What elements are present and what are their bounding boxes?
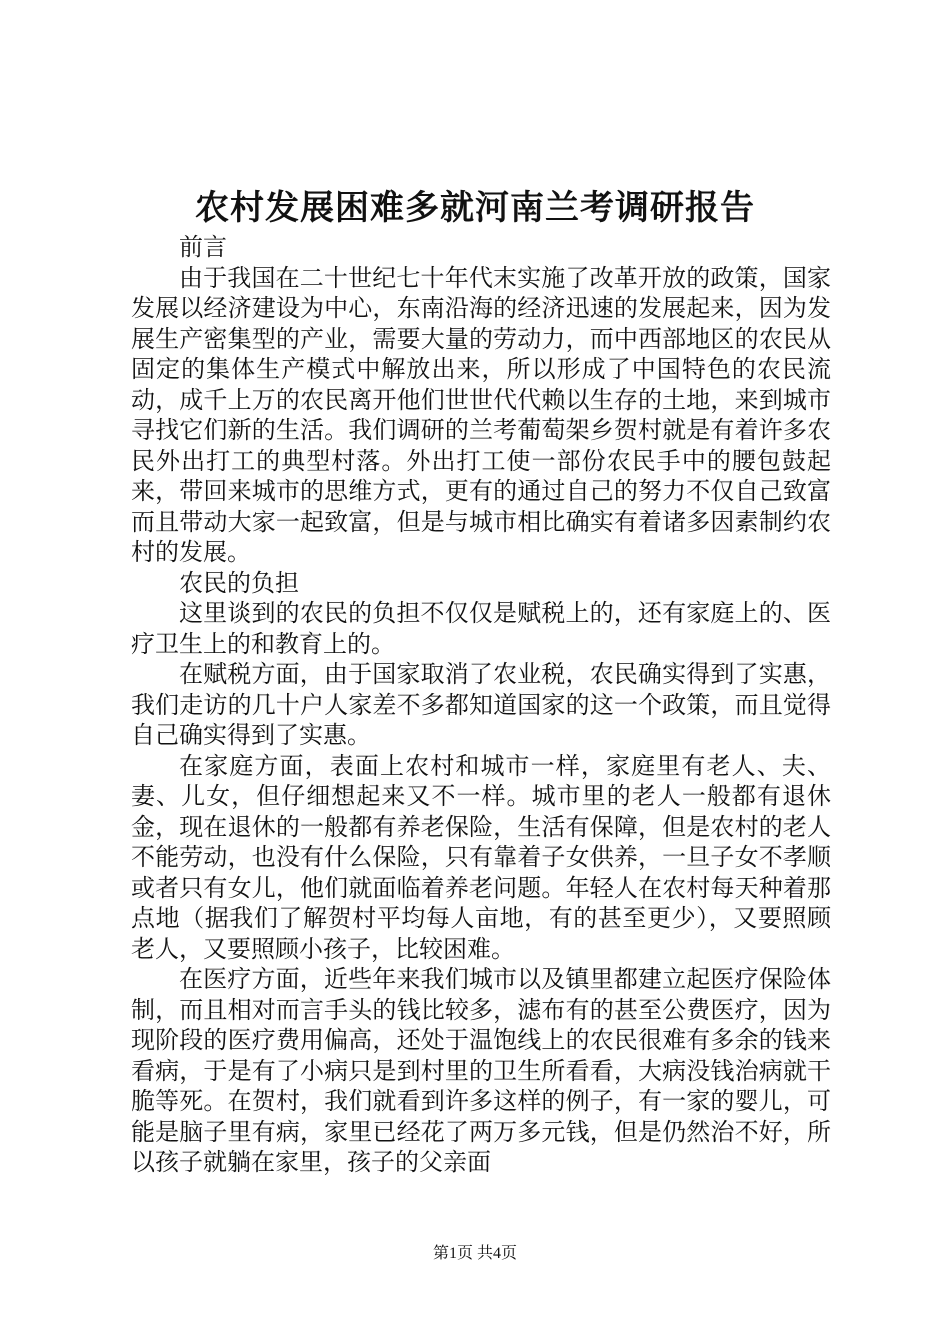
section-heading-preface: 前言 bbox=[179, 233, 227, 261]
section-heading-farmer-burden: 农民的负担 bbox=[179, 568, 299, 597]
paragraph-burden-overview: 这里谈到的农民的负担不仅仅是赋税上的，还有家庭上的、医疗卫生上的和教育上的。 bbox=[131, 599, 831, 658]
document-body bbox=[131, 232, 831, 1178]
page-footer: 第1页 共4页 bbox=[432, 1245, 517, 1262]
paragraph-taxation: 在赋税方面，由于国家取消了农业税，农民确实得到了实惠，我们走访的几十户人家差不多都知道国家的这一个政策，而且觉得自己确实得到了实惠。 bbox=[131, 660, 831, 749]
paragraph-medical: 在医疗方面，近些年来我们城市以及镇里都建立起医疗保险体制，而且相对而言手头的钱比较多，滤布有的甚至公费医疗，因为现阶段的医疗费用偏高，还处于温饱线上的农民很难有多余的钱来看病，于是有了小病只是到村里的卫生所看看，大病没钱治病就干脆等死。在贺村，我们就看到许多这样的例子，有一家的婴儿，可能是脑子里有病，家里已经花了两万多元钱，但是仍然治不好，所以孩子就躺在家里，孩子的父亲面 bbox=[131, 965, 831, 1176]
document-title: 农村发展困难多就河南兰考调研报告 bbox=[195, 188, 755, 228]
paragraph-introduction: 由于我国在二十世纪七十年代末实施了改革开放的政策，国家发展以经济建设为中心，东南沿海的经济迅速的发展起来，因为发展生产密集型的产业，需要大量的劳动力，而中西部地区的农民从固定的集体生产模式中解放出来，所以形成了中国特色的农民流动，成千上万的农民离开他们世世代代赖以生存的土地，来到城市寻找它们新的生活。我们调研的兰考葡萄架乡贺村就是有着许多农民外出打工的典型村落。外出打工使一部份农民手中的腰包鼓起来，带回来城市的思维方式，更有的通过自己的努力不仅自己致富而且带动大家一起致富，但是与城市相比确实有着诸多因素制约农村的发展。 bbox=[131, 263, 831, 566]
paragraph-family: 在家庭方面，表面上农村和城市一样，家庭里有老人、夫、妻、儿女，但仔细想起来又不一样。城市里的老人一般都有退休金，现在退休的一般都有养老保险，生活有保障，但是农村的老人不能劳动，也没有什么保险，只有靠着子女供养，一旦子女不孝顺或者只有女儿，他们就面临着养老问题。年轻人在农村每天种着那点地（据我们了解贺村平均每人亩地，有的甚至更少），又要照顾老人，又要照顾小孩子，比较困难。 bbox=[131, 751, 831, 963]
